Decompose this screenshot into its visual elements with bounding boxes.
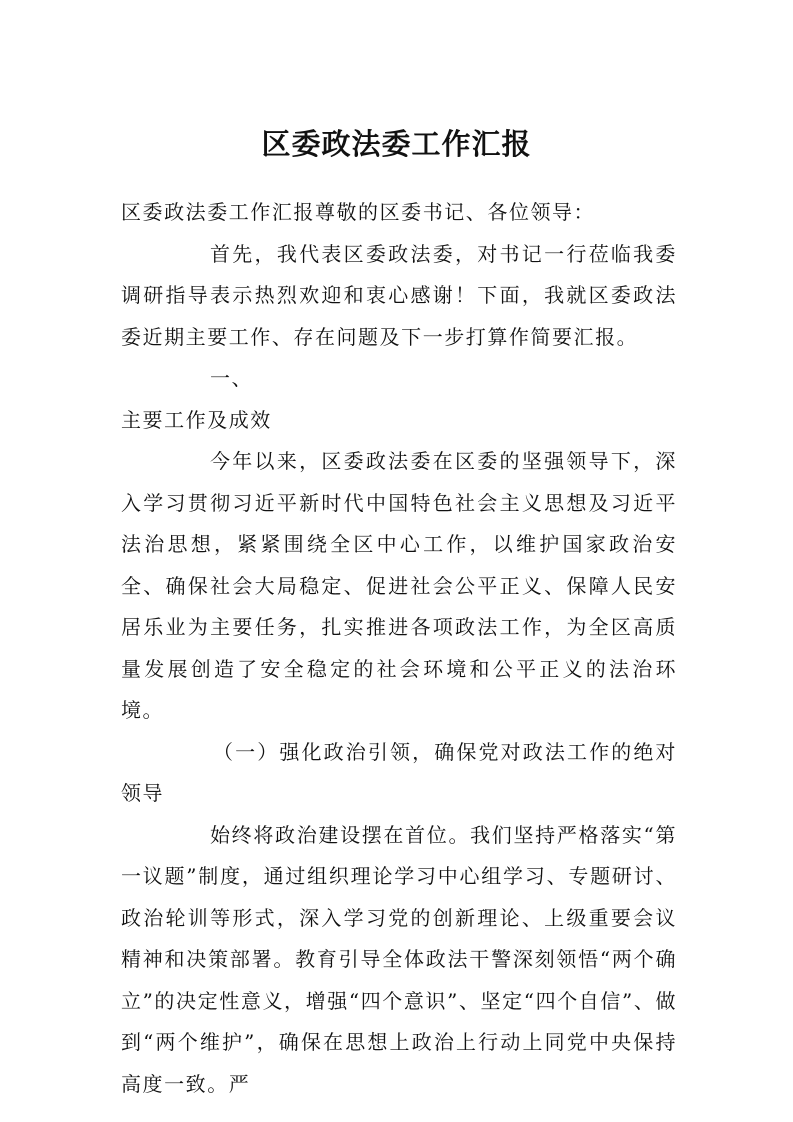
document-body [121, 192, 677, 1105]
summary-paragraph: 今年以来，区委政法委在区委的坚强领导下，深入学习贯彻习近平新时代中国特色社会主义思想及习近平法治思想，紧紧围绕全区中心工作，以维护国家政治安全、确保社会大局稳定、促进社会公平正义、保障人民安居乐业为主要任务，扎实推进各项政法工作，为全区高质量发展创造了安全稳定的社会环境和公平正义的法治环境。 [121, 449, 677, 722]
section-number: 一、 [210, 366, 254, 390]
document-title: 区委政法委工作汇报 [261, 127, 532, 161]
political-leadership-paragraph: 始终将政治建设摆在首位。我们坚持严格落实“第一议题”制度，通过组织理论学习中心组学习、专题研讨、政治轮训等形式，深入学习党的创新理论、上级重要会议精神和决策部署。教育引导全体政法干警深刻领悟“两个确立”的决定性意义，增强“四个意识”、坚定“四个自信”、做到“两个维护”，确保在思想上政治上行动上同党中央保持高度一致。严 [121, 822, 677, 1096]
opening-paragraph: 首先，我代表区委政法委，对书记一行莅临我委调研指导表示热烈欢迎和衷心感谢！下面，我就区委政法委近期主要工作、存在问题及下一步打算作简要汇报。 [121, 241, 677, 349]
subsection-heading: （一）强化政治引领，确保党对政法工作的绝对领导 [121, 739, 677, 805]
section-heading: 主要工作及成效 [121, 407, 272, 432]
salutation-paragraph: 区委政法委工作汇报尊敬的区委书记、各位领导： [121, 200, 596, 224]
